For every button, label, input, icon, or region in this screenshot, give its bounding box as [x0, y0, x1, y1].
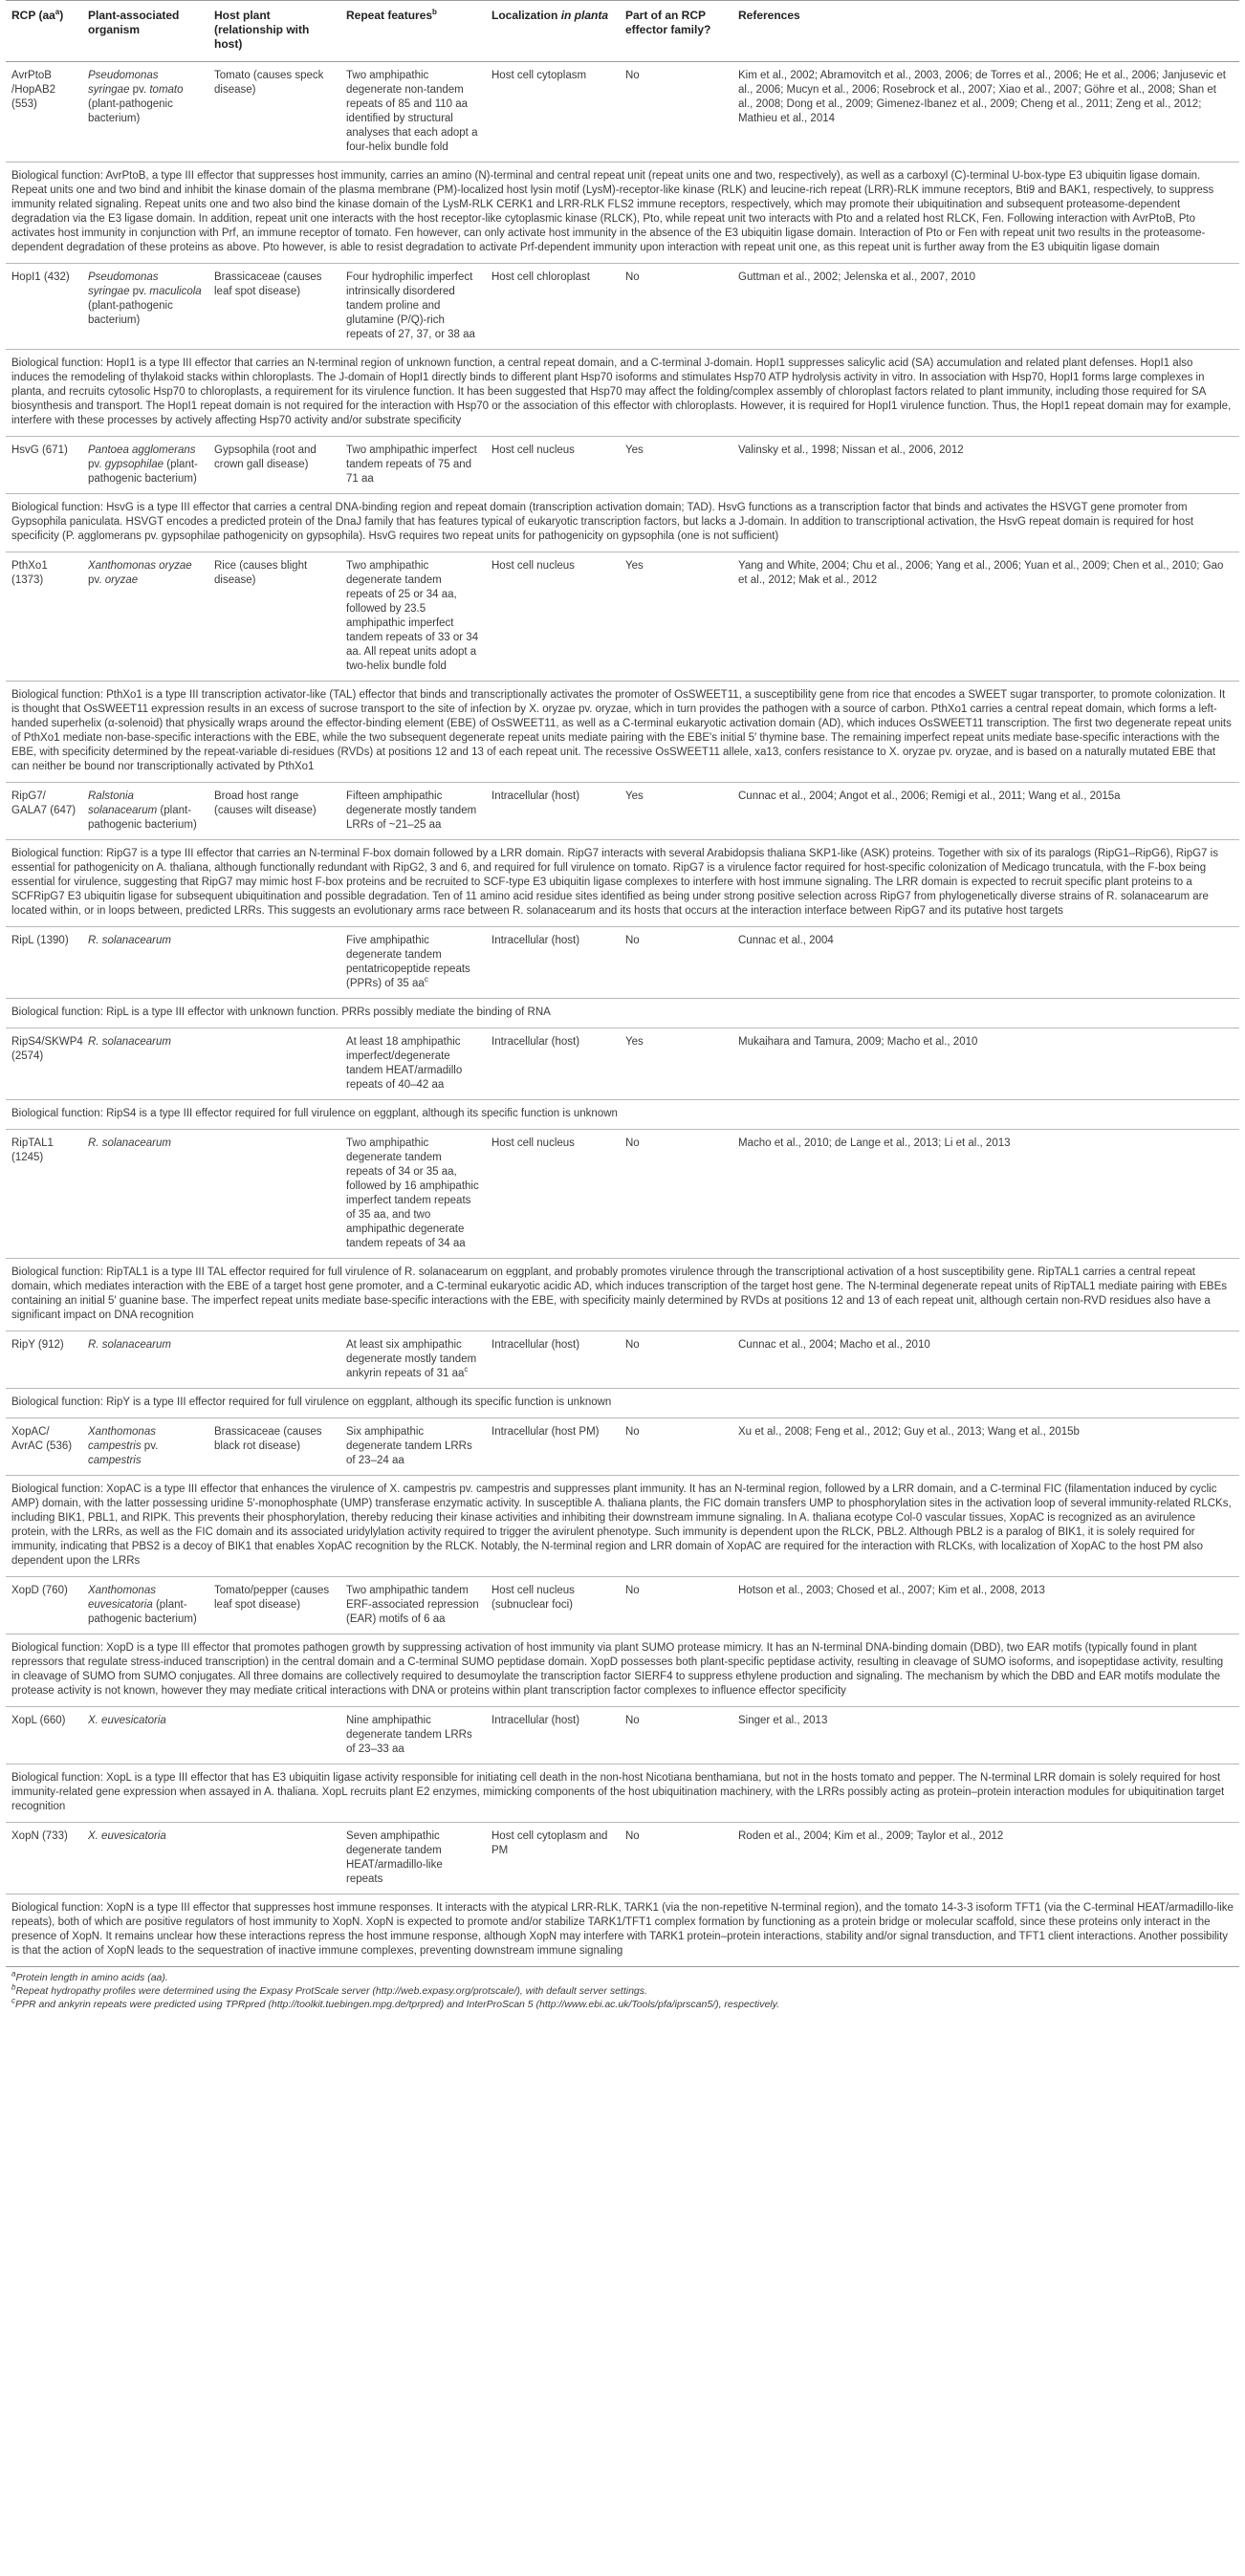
cell-biological-function: Biological function: HsvG is a type III effector that carries a central DNA-binding region and repeat domain (transcription activation domain; TAD). HsvG functions as a transcription factor that binds and activates the HSVGT gene promoter from Gypsophila paniculata. HSVGT encodes a predicted protein of the DnaJ family that has features typical of eukaryotic transcription factors, but lacks a J-domain. In addition to transcriptional activation, the HsvG repeat domain is required for host specificity (P. agglomerans pv. gypsophilae pathogenicity on gypsophila). HsvG requires two repeat units for pathogenicity on gypsophila (one is not sufficient) [6, 494, 1239, 552]
cell-organism [82, 62, 208, 162]
cell-localization: Host cell nucleus [486, 1130, 620, 1259]
cell-repeat [340, 62, 486, 162]
cell-family: No [620, 1418, 732, 1476]
organism-name: Xanthomonas campestris [88, 1426, 156, 1452]
organism-name: Pseudomonas syringae [88, 70, 159, 96]
cell-references: Mukaihara and Tamura, 2009; Macho et al., 2010 [732, 1028, 1239, 1100]
cell-biological-function: Biological function: XopAC is a type III effector that enhances the virulence of X. campestris pv. campestris and suppresses plant immunity. It has an N-terminal region, followed by a LRR domain, and a C-terminal FIC (filamentation induced by cyclic AMP) domain, with the latter possessing uridine 5′-monophosphate (UMP) transferase enzymatic activity. In susceptible A. thaliana plants, the FIC domain transfers UMP to phosphorylation sites in the activation loop of several immunity-related RLCKs, including BIK1, PBL1, and RIPK. This prevents their phosphorylation, thereby reducing their kinase activities and inhibiting their downstream immune signaling. In A. thaliana ecotype Col-0 vascular tissues, XopAC is recognized as an avirulence protein, with the LRRs, as well as the FIC domain and its associated uridylylation activity required to trigger the avirulent phenotype. Such immunity is dependent upon the RLCK, PBL2. Although PBL2 is a paralog of BIK1, it is solely required for immunity, indicating that PBS2 is a decoy of BIK1 that enables XopAC recognition by the RLCK. Notably, the N-terminal region and LRR domain of XopAC are required for the interaction with RLCKs, with localization of XopAC to the host PM also dependent upon the LRRs [6, 1476, 1239, 1577]
biological-function-row [6, 682, 1239, 783]
organism-name: X. euvesicatoria [88, 1830, 166, 1842]
cell-host [208, 1331, 340, 1389]
cell-localization: Host cell cytoplasm [486, 62, 620, 162]
table-row [6, 1823, 1239, 1894]
rcp-effector-table [6, 0, 1239, 1966]
organism-name: Pantoea agglomerans [88, 444, 196, 456]
cell-localization: Host cell chloroplast [486, 264, 620, 350]
cell-rcp: XopAC/ AvrAC (536) [6, 1418, 82, 1476]
table-row [6, 1418, 1239, 1476]
biological-function-row [6, 1259, 1239, 1331]
organism-type: (plant-pathogenic bacterium) [88, 1599, 197, 1625]
table-row [6, 783, 1239, 840]
cell-rcp: RipTAL1 (1245) [6, 1130, 82, 1259]
repeat-text: Fifteen amphipathic degenerate mostly tandem LRRs of ~21–25 aa [346, 790, 477, 831]
footnote-b: $^b$Repeat hydropathy profiles were determined using the Expasy ProtScale server (http://web.expasy.org/protscale/), with default server settings. [11, 1982, 647, 1997]
cell-biological-function: Biological function: XopD is a type III effector that promotes pathogen growth by suppressing activation of host immunity via plant SUMO protease mimicry. It has an N-terminal DNA-binding domain (DBD), two EAR motifs (typically found in plant repressors that regulate stress-induced transcription) in the central domain and a C-terminal SUMO peptidase domain. XopD possesses both plant-specific peptidase activity, resulting in cleavage of SUMO isoforms, and isopeptidase activity, resulting in cleavage of SUMO from SUMO conjugates. All three domains are collectively required to desumoylate the transcription factor SIERF4 to suppress ethylene production and signaling. The mechanism by which the DBD and EAR motifs modulate the protease activity is not known, however they may mediate critical interactions with DNA or proteins within plant transcription factor complexes to influence effector specificity [6, 1634, 1239, 1707]
cell-localization: Intracellular (host) [486, 1028, 620, 1100]
cell-rcp: XopL (660) [6, 1707, 82, 1764]
repeat-text: At least six amphipathic degenerate mostly tandem ankyrin repeats of 31 aa [346, 1339, 477, 1379]
footnote-a: $^a$Protein length in amino acids (aa). [11, 1969, 168, 1983]
cell-biological-function: Biological function: XopN is a type III effector that suppresses host immune responses. It interacts with the atypical LRR-RLK, TARK1 (via the non-repetitive N-terminal region), and the tomato 14-3-3 isoform TFT1 (via the C-terminal HEAT/armadillo-like repeats), both of which are positive regulators of host immunity to XopN. XopN is expected to promote and/or stabilize TARK1/TFT1 complex formation by functioning as a protein bridge or molecular scaffold, since these proteins only interact in the presence of XopN. It remains unclear how these interactions repress the host immune response, although XopN may interfere with TARK1 protein–protein interactions, stability and/or signal transduction, and TFT1 client interactions. Another possibility is that the action of XopN leads to the sequestration of inactive immune complexes, preventing downstream immune signaling [6, 1894, 1239, 1967]
biological-function-row [6, 1389, 1239, 1418]
header-references: References [732, 1, 1239, 62]
header-repeat: Repeat features$^b$ [340, 1, 486, 62]
organism-pathovar: tomato [149, 84, 184, 96]
cell-host [208, 1707, 340, 1764]
biological-function-row [6, 840, 1239, 927]
cell-host: Tomato (causes speck disease) [208, 62, 340, 162]
repeat-text: Nine amphipathic degenerate tandem LRRs of 23–33 aa [346, 1715, 472, 1755]
biological-function-row [6, 1634, 1239, 1707]
cell-repeat [340, 552, 486, 682]
cell-localization: Host cell nucleus (subnuclear foci) [486, 1577, 620, 1634]
cell-references: Roden et al., 2004; Kim et al., 2009; Taylor et al., 2012 [732, 1823, 1239, 1894]
organism-pathovar-prefix: pv. [88, 459, 105, 470]
cell-organism [82, 783, 208, 840]
cell-rcp: RipL (1390) [6, 927, 82, 999]
cell-rcp: XopN (733) [6, 1823, 82, 1894]
cell-rcp: PthXo1 (1373) [6, 552, 82, 682]
biological-function-row [6, 999, 1239, 1028]
organism-name: Xanthomonas oryzae [88, 560, 192, 572]
cell-localization: Host cell nucleus [486, 437, 620, 494]
organism-name: Xanthomonas euvesicatoria [88, 1585, 156, 1611]
repeat-text: Two amphipathic tandem ERF-associated repression (EAR) motifs of 6 aa [346, 1585, 479, 1625]
cell-repeat [340, 1130, 486, 1259]
cell-rcp: XopD (760) [6, 1577, 82, 1634]
cell-family: No [620, 927, 732, 999]
repeat-text: Two amphipathic degenerate tandem repeats of 34 or 35 aa, followed by 16 amphipathic imperfect tandem repeats of 35 aa, and two amphipathic degenerate tandem repeats of 34 aa [346, 1137, 479, 1249]
organism-pathovar-prefix: pv. [88, 574, 105, 586]
header-organism: Plant-associated organism [82, 1, 208, 62]
cell-organism [82, 1577, 208, 1634]
cell-organism [82, 437, 208, 494]
cell-host: Gypsophila (root and crown gall disease) [208, 437, 340, 494]
cell-repeat [340, 1028, 486, 1100]
organism-name: Pseudomonas syringae [88, 271, 159, 297]
cell-rcp: RipY (912) [6, 1331, 82, 1389]
repeat-text: Six amphipathic degenerate tandem LRRs of 23–24 aa [346, 1426, 472, 1466]
cell-references: Valinsky et al., 1998; Nissan et al., 2006, 2012 [732, 437, 1239, 494]
cell-biological-function: Biological function: AvrPtoB, a type III effector that suppresses host immunity, carries an amino (N)-terminal and central repeat unit (repeat units one and two, respectively), as well as a carboxyl (C)-terminal U-box-type E3 ubiquitin ligase domain. Repeat units one and two bind and inhibit the kinase domain of the plasma membrane (PM)-localized host lysin motif (LysM)-receptor-like kinase (RLK) and leucine-rich repeat (LRR)-RLK immune receptors, Bti9 and BAK1, respectively, to suppress immunity related signaling. Repeat units one and two also bind the kinase domain of the LysM-RLK CERK1 and LRR-RLK FLS2 immune receptors, respectively, which may promote their ubiquitination and subsequent proteasome-dependent degradation via the E3 ligase domain. In addition, repeat unit one interacts with the host receptor-like cytoplasmic kinase (RLCK), Pto, while repeat unit two interacts with Pto and a related host RLCK, Fen. Following interaction with AvrPtoB, Pto activates host immunity in conjunction with Prf, an immune receptor of tomato. Fen however, can only activate host immunity in the absence of the E3 ubiquitin ligase domain. Interaction of Pto or Fen with repeat unit two results in the proteasome-dependent degradation of these proteins as above. Pto however, is able to resist degradation to activate Prf-dependent immunity upon interaction with repeat unit one, as this repeat unit is further away from the E3 ubiquitin ligase domain [6, 162, 1239, 264]
cell-family: No [620, 1707, 732, 1764]
header-host: Host plant (relationship with host) [208, 1, 340, 62]
cell-references: Macho et al., 2010; de Lange et al., 2013; Li et al., 2013 [732, 1130, 1239, 1259]
cell-host [208, 1823, 340, 1894]
cell-localization: Intracellular (host PM) [486, 1418, 620, 1476]
cell-host: Tomato/pepper (causes leaf spot disease) [208, 1577, 340, 1634]
cell-biological-function: Biological function: RipY is a type III effector required for full virulence on eggplant, although its specific function is unknown [6, 1389, 1239, 1418]
cell-repeat [340, 783, 486, 840]
repeat-text: Five amphipathic degenerate tandem pentatricopeptide repeats (PPRs) of 35 aa [346, 935, 470, 989]
cell-localization: Host cell cytoplasm and PM [486, 1823, 620, 1894]
cell-references: Guttman et al., 2002; Jelenska et al., 2007, 2010 [732, 264, 1239, 350]
repeat-text: Two amphipathic degenerate tandem repeats of 25 or 34 aa, followed by 23.5 amphipathic imperfect tandem repeats of 33 or 34 aa. All repeat units adopt a two-helix bundle fold [346, 560, 479, 672]
table-row [6, 1028, 1239, 1100]
table-header-row [6, 1, 1239, 62]
cell-family: Yes [620, 783, 732, 840]
cell-family: No [620, 62, 732, 162]
biological-function-row [6, 1100, 1239, 1130]
table-row [6, 1130, 1239, 1259]
cell-host [208, 1130, 340, 1259]
cell-host: Brassicaceae (causes leaf spot disease) [208, 264, 340, 350]
cell-host [208, 1028, 340, 1100]
cell-localization: Host cell nucleus [486, 552, 620, 682]
cell-references: Xu et al., 2008; Feng et al., 2012; Guy et al., 2013; Wang et al., 2015b [732, 1418, 1239, 1476]
cell-biological-function: Biological function: XopL is a type III effector that has E3 ubiquitin ligase activity responsible for initiating cell death in the non-host Nicotiana benthamiana, but not in the hosts tomato and pepper. The N-terminal LRR domain is solely required for host immunity-related gene expression when assayed in A. thaliana. XopL recruits plant E2 enzymes, mimicking components of the host ubiquitination machinery, with the LRRs possibly acting as protein–protein interaction modules for ubiquitination target recognition [6, 1764, 1239, 1823]
cell-family: Yes [620, 1028, 732, 1100]
organism-type: (plant-pathogenic bacterium) [88, 805, 197, 831]
cell-organism [82, 1707, 208, 1764]
table-row [6, 1331, 1239, 1389]
cell-references: Kim et al., 2002; Abramovitch et al., 2003, 2006; de Torres et al., 2006; He et al., 2006; Janjusevic et al., 2006; Mucyn et al., 2006; Rosebrock et al., 2007; Xiao et al., 2007; Göhre et al., 2008; Shan et al., 2008; Dong et al., 2009; Gimenez-Ibanez et al., 2009; Cheng et al., 2011; Zeng et al., 2012; Mathieu et al., 2014 [732, 62, 1239, 162]
header-rcp: RCP $(aa^a)$ [6, 1, 82, 62]
footnotes [6, 1966, 1239, 2015]
cell-references: Yang and White, 2004; Chu et al., 2006; Yang et al., 2006; Yuan et al., 2009; Chen et al., 2010; Gao et al., 2012; Mak et al., 2012 [732, 552, 1239, 682]
organism-pathovar-prefix: pv. [129, 286, 150, 297]
table-row [6, 1707, 1239, 1764]
cell-localization: Intracellular (host) [486, 927, 620, 999]
cell-biological-function: Biological function: RipG7 is a type III effector that carries an N-terminal F-box domain followed by a LRR domain. RipG7 interacts with several Arabidopsis thaliana SKP1-like (ASK) proteins. Together with six of its paralogs (RipG1–RipG6), RipG7 is essential for pathogenicity on A. thaliana, although functionally redundant with RipG2, 3 and 6, and required for full virulence on tomato. RipG7 is a virulence factor required for host-specific colonization of Medicago truncatula, with the F-box being essential for virulence, suggesting that RipG7 may mimic host F-box proteins and be recruited to SCF-type E3 ubiquitin ligase complexes to interfere with host immune signaling. The LRR domain is expected to recruit specific plant proteins to a SCFRipG7 E3 ubiquitin ligase for subsequent ubiquitination and possible degradation. Ten of 11 amino acid residue sites identified as being under strong positive selection across RipG7 from phylogenetically diverse strains of R. solanacearum are located within, or in loops between, predicted LRRs. This suggests an evolutionary arms race between R. solanacearum and its hosts that occurs at the interaction interface between RipG7 and its putative host targets [6, 840, 1239, 927]
biological-function-row [6, 162, 1239, 264]
cell-biological-function: Biological function: HopI1 is a type III effector that carries an N-terminal region of unknown function, a central repeat domain, and a C-terminal J-domain. HopI1 suppresses salicylic acid (SA) accumulation and related plant defenses. HopI1 also induces the remodeling of thylakoid stacks within chloroplasts. The J-domain of HopI1 directly binds to different plant Hsp70 isoforms and stimulates Hsp70 ATP hydrolysis activity in vitro. In association with Hsp70, HopI1 forms large complexes in planta, and recruits cytosolic Hsp70 to chloroplasts, a requirement for its virulence function. It has been suggested that Hsp70 may affect the folding/complex assembly of chloroplast factors related to plant immunity, including those required for SA biosynthesis and transport. The HopI1 repeat domain is not required for the interaction with Hsp70 or the association of this effector with chloroplasts. However, it is required for HopI1 virulence function. Thus, the HopI1 repeat domain may for example, interfere with these processes by actively affecting Hsp70 activity and/or substrate specificity [6, 350, 1239, 437]
cell-host: Brassicaceae (causes black rot disease) [208, 1418, 340, 1476]
cell-family: No [620, 1130, 732, 1259]
cell-host: Rice (causes blight disease) [208, 552, 340, 682]
header-localization: Localization in planta [486, 1, 620, 62]
biological-function-row [6, 1894, 1239, 1967]
biological-function-row [6, 494, 1239, 552]
organism-name: R. solanacearum [88, 1339, 171, 1351]
cell-rcp: HsvG (671) [6, 437, 82, 494]
organism-type: (plant-pathogenic bacterium) [88, 300, 173, 326]
organism-name: R. solanacearum [88, 1036, 171, 1048]
cell-organism [82, 927, 208, 999]
biological-function-row [6, 1764, 1239, 1823]
repeat-text: Two amphipathic degenerate non-tandem repeats of 85 and 110 aa identified by structural analyses that each adopt a four-helix bundle fold [346, 70, 478, 153]
table-row [6, 1577, 1239, 1634]
cell-rcp: AvrPtoB /HopAB2 (553) [6, 62, 82, 162]
cell-family: No [620, 1331, 732, 1389]
cell-biological-function: Biological function: RipL is a type III effector with unknown function. PRRs possibly mediate the binding of RNA [6, 999, 1239, 1028]
header-family: Part of an RCP effector family? [620, 1, 732, 62]
table-page [6, 0, 1239, 2015]
cell-references: Cunnac et al., 2004; Angot et al., 2006; Remigi et al., 2011; Wang et al., 2015a [732, 783, 1239, 840]
cell-repeat [340, 1823, 486, 1894]
cell-organism [82, 264, 208, 350]
table-body [6, 62, 1239, 1967]
cell-family: No [620, 1577, 732, 1634]
cell-rcp: RipG7/ GALA7 (647) [6, 783, 82, 840]
cell-rcp: HopI1 (432) [6, 264, 82, 350]
cell-host [208, 927, 340, 999]
table-row [6, 437, 1239, 494]
repeat-text: Seven amphipathic degenerate tandem HEAT/armadillo-like repeats [346, 1830, 443, 1885]
organism-pathovar: gypsophilae [104, 459, 164, 470]
cell-biological-function: Biological function: RipS4 is a type III effector required for full virulence on eggplant, although its specific function is unknown [6, 1100, 1239, 1130]
cell-repeat [340, 1331, 486, 1389]
cell-biological-function: Biological function: PthXo1 is a type III transcription activator-like (TAL) effector that binds and transcriptionally activates the promoter of OsSWEET11, a susceptibility gene from rice that encodes a SWEET sugar transporter, to promote colonization. It is thought that OsSWEET11 expression results in an excess of sucrose transport to the site of infection by X. oryzae pv. oryzae, which in turn provides the pathogen with a source of carbon. PthXo1 carries a central repeat domain, which forms a left-handed superhelix (α-solenoid) that physically wraps around the effector-binding element (EBE) of OsSWEET11, as well as a C-terminal eukaryotic activation domain (AD), which induces OsSWEET11 transcription. The first two degenerate repeat units of PthXo1 mediate non-base-specific interactions with the EBE, while the two subsequent degenerate repeat units mediate pairing with the EBE's initial 5′ thymine base. The remaining imperfect repeat units mediate base-specific interactions with the EBE, with specificity determined by the repeat-variable di-residues (RVDs) at positions 12 and 13 of each repeat unit. The recessive OsSWEET11 allele, xa13, confers resistance to X. oryzae pv. oryzae, and is based on a naturally mutated EBE that can neither be bound nor transcriptionally activated by PthXo1 [6, 682, 1239, 783]
cell-host: Broad host range (causes wilt disease) [208, 783, 340, 840]
cell-organism [82, 1028, 208, 1100]
cell-repeat [340, 1577, 486, 1634]
table-row [6, 927, 1239, 999]
cell-organism [82, 1130, 208, 1259]
cell-references: Singer et al., 2013 [732, 1707, 1239, 1764]
cell-rcp: RipS4/SKWP4 (2574) [6, 1028, 82, 1100]
cell-organism [82, 1418, 208, 1476]
table-row [6, 552, 1239, 682]
repeat-text: At least 18 amphipathic imperfect/degenerate tandem HEAT/armadillo repeats of 40–42 aa [346, 1036, 463, 1091]
organism-pathovar-prefix: pv. [129, 84, 150, 96]
repeat-text: Two amphipathic imperfect tandem repeats of 75 and 71 aa [346, 444, 477, 485]
cell-repeat [340, 437, 486, 494]
footnote-c: $^c$PPR and ankyrin repeats were predicted using TPRpred (http://toolkit.tuebingen.mpg.de/tprpred) and InterProScan 5 (http://www.ebi.ac.uk/Tools/pfa/iprscan5/), respectively. [11, 1996, 779, 2010]
cell-family: No [620, 264, 732, 350]
organism-type: (plant-pathogenic bacterium) [88, 98, 173, 124]
organism-name: Ralstonia solanacearum [88, 790, 158, 816]
repeat-footnote-mark: c [424, 975, 428, 985]
organism-pathovar: oryzae [104, 574, 139, 586]
cell-localization: Intracellular (host) [486, 1707, 620, 1764]
cell-repeat [340, 1707, 486, 1764]
cell-repeat [340, 264, 486, 350]
biological-function-row [6, 350, 1239, 437]
cell-references: Cunnac et al., 2004; Macho et al., 2010 [732, 1331, 1239, 1389]
repeat-text: Four hydrophilic imperfect intrinsically disordered tandem proline and glutamine (P/Q)-rich repeats of 27, 37, or 38 aa [346, 271, 475, 340]
cell-family: Yes [620, 437, 732, 494]
table-row [6, 264, 1239, 350]
organism-pathovar-prefix: pv. [141, 1440, 159, 1452]
cell-biological-function: Biological function: RipTAL1 is a type III TAL effector required for full virulence of R. solanacearum on eggplant, and probably promotes virulence through the transcriptional activation of a host susceptibility gene. RipTAL1 carries a central repeat domain, which mediates interaction with the EBE of a target host gene promoter, and a C-terminal eukaryotic acidic AD, which induces transcription of the target host gene. The N-terminal degenerate repeat units of RipTAL1 mediate pairing with EBEs containing an initial 5′ guanine base. The imperfect repeat units mediate base-specific interactions with the EBE, with specificity mainly determined by RVDs at positions 12 and 13 of each repeat unit, although certain non-RVD residues also have a significant impact on DNA recognition [6, 1259, 1239, 1331]
cell-organism [82, 552, 208, 682]
cell-family: No [620, 1823, 732, 1894]
organism-pathovar: campestris [88, 1455, 142, 1466]
cell-references: Cunnac et al., 2004 [732, 927, 1239, 999]
table-row [6, 62, 1239, 162]
biological-function-row [6, 1476, 1239, 1577]
cell-family: Yes [620, 552, 732, 682]
organism-name: R. solanacearum [88, 1137, 171, 1149]
cell-localization: Intracellular (host) [486, 1331, 620, 1389]
organism-name: R. solanacearum [88, 935, 171, 946]
repeat-footnote-mark: c [464, 1365, 469, 1375]
cell-organism [82, 1823, 208, 1894]
organism-type: (plant-pathogenic bacterium) [88, 459, 198, 485]
cell-references: Hotson et al., 2003; Chosed et al., 2007; Kim et al., 2008, 2013 [732, 1577, 1239, 1634]
cell-organism [82, 1331, 208, 1389]
cell-localization: Intracellular (host) [486, 783, 620, 840]
organism-name: X. euvesicatoria [88, 1715, 166, 1726]
cell-repeat [340, 1418, 486, 1476]
cell-repeat [340, 927, 486, 999]
organism-pathovar: maculicola [149, 286, 202, 297]
